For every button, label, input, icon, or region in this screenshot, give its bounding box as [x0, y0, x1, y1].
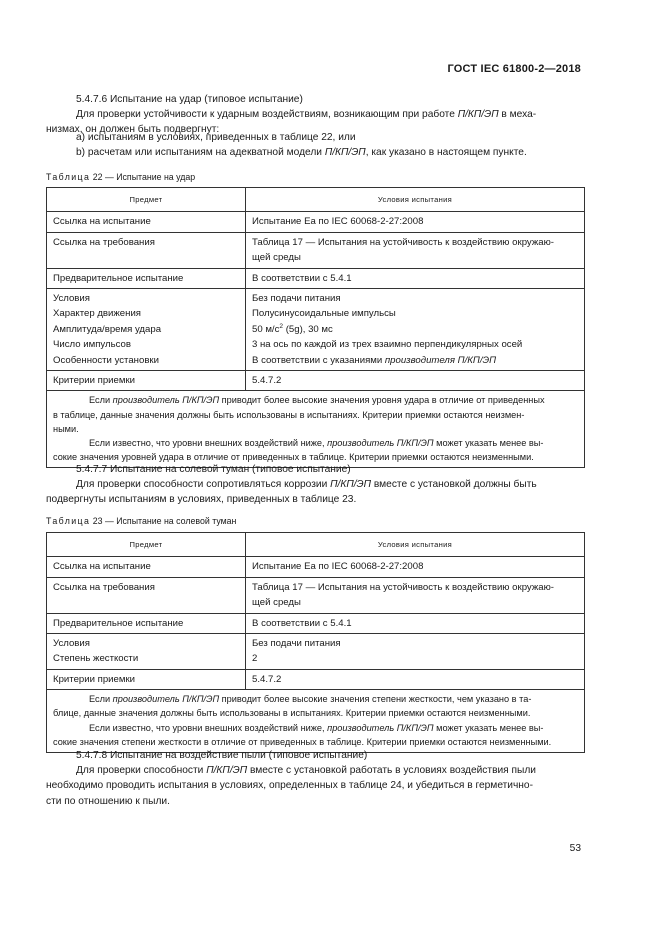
row-subject: Ссылка на требования	[47, 577, 246, 613]
table-row	[47, 613, 585, 633]
column-header-subject: Предмет	[47, 533, 246, 557]
table-22-caption: Таблица 22 — Испытание на удар	[46, 172, 196, 182]
row-subject: Предварительное испытание	[47, 613, 246, 633]
row-value: В соответствии с 5.4.1	[246, 613, 585, 633]
table-row	[47, 634, 585, 670]
row-subject: Ссылка на требования	[47, 232, 246, 268]
table-23-caption: Таблица 23 — Испытание на солевой туман	[46, 516, 237, 526]
table-row	[47, 212, 585, 232]
row-subject: Ссылка на испытание	[47, 557, 246, 577]
section-5478-paragraph: Для проверки способности П/КП/ЭП вместе с установкой работать в условиях воздействия пыли необходимо проводить испытания в условиях, определенных в таблице 24, и убедиться в герметично- сти по отношению к пыли.	[46, 765, 536, 807]
row-value: Таблица 17 — Испытания на устойчивость к воздействию окружаю- щей среды	[246, 577, 585, 613]
table-22	[46, 187, 585, 468]
section-5476-paragraph: Для проверки устойчивости к ударным воздействиям, возникающим при работе П/КП/ЭП в меха- низмах, он должен быть подвергнут:	[46, 109, 537, 136]
section-5476-item-a: а) испытаниям в условиях, приведенных в таблице 22, или	[76, 132, 356, 143]
row-subject: Критерии приемки	[47, 669, 246, 689]
section-5477-heading: 5.4.7.7 Испытание на солевой туман (типовое испытание)	[76, 464, 351, 475]
table-23	[46, 532, 585, 753]
table-row	[47, 371, 585, 391]
row-value: 5.4.7.2	[246, 669, 585, 689]
section-5476-item-b: b) расчетам или испытаниям на адекватной модели П/КП/ЭП, как указано в настоящем пункте.	[76, 147, 527, 158]
table-row	[47, 577, 585, 613]
table-note-row	[47, 391, 585, 468]
table-row	[47, 232, 585, 268]
row-subject: Условия Характер движения Амплитуда/время удара Число импульсов Особенности установки	[47, 289, 246, 371]
standard-code: ГОСТ IEC 61800-2—2018	[447, 63, 581, 75]
row-value: 5.4.7.2	[246, 371, 585, 391]
row-subject: Условия Степень жесткости	[47, 634, 246, 670]
row-value: Испытание Еа по IEC 60068-2-27:2008	[246, 557, 585, 577]
column-header-subject: Предмет	[47, 188, 246, 212]
row-value: В соответствии с 5.4.1	[246, 268, 585, 288]
table-row	[47, 268, 585, 288]
row-value: Испытание Еа по IEC 60068-2-27:2008	[246, 212, 585, 232]
row-subject: Ссылка на испытание	[47, 212, 246, 232]
row-subject: Критерии приемки	[47, 371, 246, 391]
section-5477-paragraph: Для проверки способности сопротивляться коррозии П/КП/ЭП вместе с установкой должны быть подвергнуты испытаниям в условиях, приведенных в таблице 23.	[46, 479, 537, 506]
row-value: Без подачи питания 2	[246, 634, 585, 670]
page-number: 53	[569, 843, 581, 854]
column-header-conditions: Условия испытания	[246, 533, 585, 557]
table-22-note: Если производитель П/КП/ЭП приводит более высокие значения уровня удара в отличие от приведенных в таблице, данные значения должны быть использованы в испытаниях. Критерии приемки остаются неизмен- ными. Если известно, что уровни внешних воздействий ниже, производитель П/КП/ЭП может указать менее вы- сокие значения уровней удара в отличие от приведенных в таблице. Критерии приемки остаются неизменными.	[47, 391, 585, 468]
table-row	[47, 557, 585, 577]
row-value: Таблица 17 — Испытания на устойчивость к воздействию окружаю- щей среды	[246, 232, 585, 268]
table-note-row	[47, 690, 585, 753]
column-header-conditions: Условия испытания	[246, 188, 585, 212]
table-row	[47, 669, 585, 689]
section-5478-heading: 5.4.7.8 Испытание на воздействие пыли (типовое испытание)	[76, 750, 368, 761]
table-row	[47, 289, 585, 371]
section-5476-heading: 5.4.7.6 Испытание на удар (типовое испытание)	[76, 94, 303, 105]
row-subject: Предварительное испытание	[47, 268, 246, 288]
table-23-note: Если производитель П/КП/ЭП приводит более высокие значения степени жесткости, чем указано в та- блице, данные значения должны быть использованы в испытаниях. Критерии приемки остаются неизменными. Если известно, что уровни внешних воздействий ниже, производитель П/КП/ЭП может указать менее вы- сокие значения степени жесткости в отличие от приведенных в таблице. Критерии приемки остаются неизменными.	[47, 690, 585, 753]
row-value: Без подачи питания Полусинусоидальные импульсы 50 $м/с^2$ (5g), 30 мс 3 на ось по каждой из трех взаимно перпендикулярных осей В соответствии с указаниями производителя П/КП/ЭП	[246, 289, 585, 371]
